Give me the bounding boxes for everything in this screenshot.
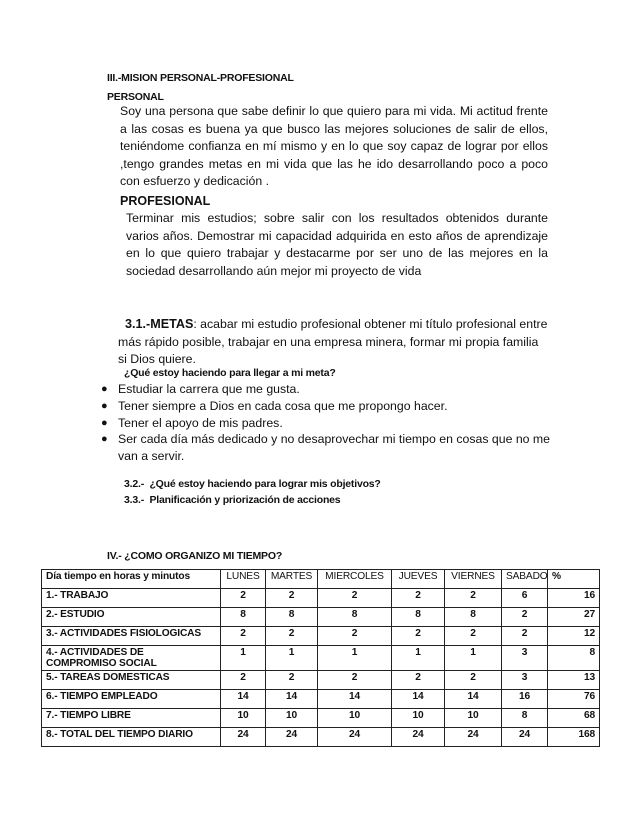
table-cell: 8: [548, 646, 600, 671]
table-cell: 16: [502, 690, 548, 709]
table-cell: 14: [266, 690, 318, 709]
table-row: [42, 671, 600, 690]
table-cell: 2: [221, 671, 266, 690]
table-cell: 1: [318, 646, 392, 671]
table-cell: 1: [221, 646, 266, 671]
table-row-label: 8.- TOTAL DEL TIEMPO DIARIO: [42, 728, 221, 747]
table-cell: 2: [502, 608, 548, 627]
table-header-cell: MARTES: [266, 570, 318, 589]
table-cell: 2: [221, 589, 266, 608]
bullet-text: Estudiar la carrera que me gusta.: [118, 382, 300, 396]
table-cell: 2: [266, 627, 318, 646]
table-cell: 24: [318, 728, 392, 747]
table-row: [42, 709, 600, 728]
table-cell: 2: [318, 589, 392, 608]
table-cell: 2: [318, 671, 392, 690]
personal-paragraph: Soy una persona que sabe definir lo que quiero para mi vida. Mi actitud frente a las cosas es buena ya que busco las mejores soluciones de salir de ellos, teniéndome confianza en mí mismo y en lo que soy capaz de lograr por ellos ,tengo grandes metas en mi vida que las he ido desarrollando poco a poco con esfuerzo y dedicación .: [120, 104, 548, 189]
table-header-cell: SABADO: [502, 570, 548, 589]
meta-question: ¿Qué estoy haciendo para llegar a mi meta?: [124, 367, 336, 379]
table-row: [42, 608, 600, 627]
bullet-text: Tener siempre a Dios en cada cosa que me propongo hacer.: [118, 398, 448, 413]
bullet-icon: ●: [101, 433, 108, 446]
table-cell: 2: [445, 627, 502, 646]
time-table-body: [42, 570, 600, 747]
question-3-2: [124, 478, 381, 490]
table-cell: 14: [318, 690, 392, 709]
table-cell: 2: [392, 627, 445, 646]
question-3-3: [124, 494, 340, 506]
list-item: [98, 398, 554, 415]
table-cell: 14: [392, 690, 445, 709]
table-cell: 3: [502, 646, 548, 671]
table-cell: 24: [266, 728, 318, 747]
table-header-row: [42, 570, 600, 589]
table-cell: 8: [502, 709, 548, 728]
table-cell: 1: [445, 646, 502, 671]
list-item: [98, 431, 554, 465]
table-cell: 8: [445, 608, 502, 627]
table-row-label: 3.- ACTIVIDADES FISIOLOGICAS: [42, 627, 221, 646]
table-cell: 3: [502, 671, 548, 690]
table-cell: 10: [445, 709, 502, 728]
profesional-paragraph: Terminar mis estudios; sobre salir con los resultados obtenidos durante varios años. Demostrar mi capacidad adquirida en esto años de aprendizaje en lo que quiero trabajar y destacarme por ser uno de las mejores en la sociedad desarrollando aún mejor mi proyecto de vida: [126, 211, 548, 278]
table-cell: 24: [502, 728, 548, 747]
table-cell: 8: [318, 608, 392, 627]
table-cell: 10: [266, 709, 318, 728]
table-cell: 24: [445, 728, 502, 747]
list-item: [98, 381, 554, 398]
table-cell: 2: [266, 671, 318, 690]
bullet-text: Tener el apoyo de mis padres.: [118, 415, 283, 430]
table-row-label: 7.- TIEMPO LIBRE: [42, 709, 221, 728]
table-cell: 14: [221, 690, 266, 709]
table-cell: 24: [221, 728, 266, 747]
list-item: [98, 415, 554, 432]
table-header-cell: %: [548, 570, 600, 589]
profesional-heading: PROFESIONAL: [120, 194, 211, 208]
personal-heading: PERSONAL: [107, 91, 164, 103]
table-row-label: 2.- ESTUDIO: [42, 608, 221, 627]
table-cell: 8: [221, 608, 266, 627]
bullet-icon: ●: [101, 383, 108, 395]
bullet-icon: ●: [101, 399, 108, 412]
section-3-title: III.-MISION PERSONAL-PROFESIONAL: [107, 72, 294, 84]
table-cell: 16: [548, 589, 600, 608]
question-3-3-text: Planificación y priorización de acciones: [149, 494, 341, 506]
question-3-3-number: 3.3.-: [124, 494, 145, 506]
table-cell: 12: [548, 627, 600, 646]
table-cell: 1: [392, 646, 445, 671]
table-cell: 2: [445, 589, 502, 608]
table-cell: 2: [221, 627, 266, 646]
bullet-text: Ser cada día más dedicado y no desaprovechar mi tiempo en cosas que no me van a servir.: [118, 432, 551, 464]
question-3-2-number: 3.2.-: [124, 478, 145, 490]
meta-bullet-list: [98, 381, 554, 465]
table-header-cell: Día tiempo en horas y minutos: [42, 570, 221, 589]
table-cell: 2: [318, 627, 392, 646]
table-row: [42, 627, 600, 646]
table-cell: 6: [502, 589, 548, 608]
table-header-cell: JUEVES: [392, 570, 445, 589]
table-cell: 14: [445, 690, 502, 709]
table-cell: 68: [548, 709, 600, 728]
metas-label: 3.1.-METAS: [125, 317, 194, 331]
table-cell: 2: [445, 671, 502, 690]
table-row: [42, 690, 600, 709]
metas-text: : acabar mi estudio profesional obtener mi título profesional entre más rápido posible, trabajar en una empresa minera, formar mi propia familia si Dios quiere.: [118, 317, 548, 367]
table-cell: 10: [392, 709, 445, 728]
table-header-cell: MIERCOLES: [318, 570, 392, 589]
table-row-label: 6.- TIEMPO EMPLEADO: [42, 690, 221, 709]
table-cell: 168: [548, 728, 600, 747]
table-cell: 10: [221, 709, 266, 728]
table-cell: 2: [392, 671, 445, 690]
table-row-label: 1.- TRABAJO: [42, 589, 221, 608]
table-cell: 2: [392, 589, 445, 608]
table-row-label: 5.- TAREAS DOMESTICAS: [42, 671, 221, 690]
table-row: [42, 646, 600, 671]
table-row: [42, 589, 600, 608]
table-header-cell: LUNES: [221, 570, 266, 589]
table-cell: 2: [266, 589, 318, 608]
table-row: [42, 728, 600, 747]
question-3-2-text: ¿Qué estoy haciendo para lograr mis objetivos?: [149, 478, 381, 490]
table-cell: 8: [392, 608, 445, 627]
table-cell: 2: [502, 627, 548, 646]
table-cell: 27: [548, 608, 600, 627]
table-cell: 10: [318, 709, 392, 728]
table-header-cell: VIERNES: [445, 570, 502, 589]
section-4-title: IV.- ¿COMO ORGANIZO MI TIEMPO?: [107, 550, 283, 562]
time-table: [41, 569, 600, 747]
metas-paragraph: [118, 316, 548, 369]
bullet-icon: ●: [101, 416, 108, 429]
table-cell: 13: [548, 671, 600, 690]
table-cell: 76: [548, 690, 600, 709]
table-cell: 1: [266, 646, 318, 671]
table-cell: 8: [266, 608, 318, 627]
table-cell: 24: [392, 728, 445, 747]
table-row-label: 4.- ACTIVIDADES DE COMPROMISO SOCIAL: [42, 646, 221, 671]
